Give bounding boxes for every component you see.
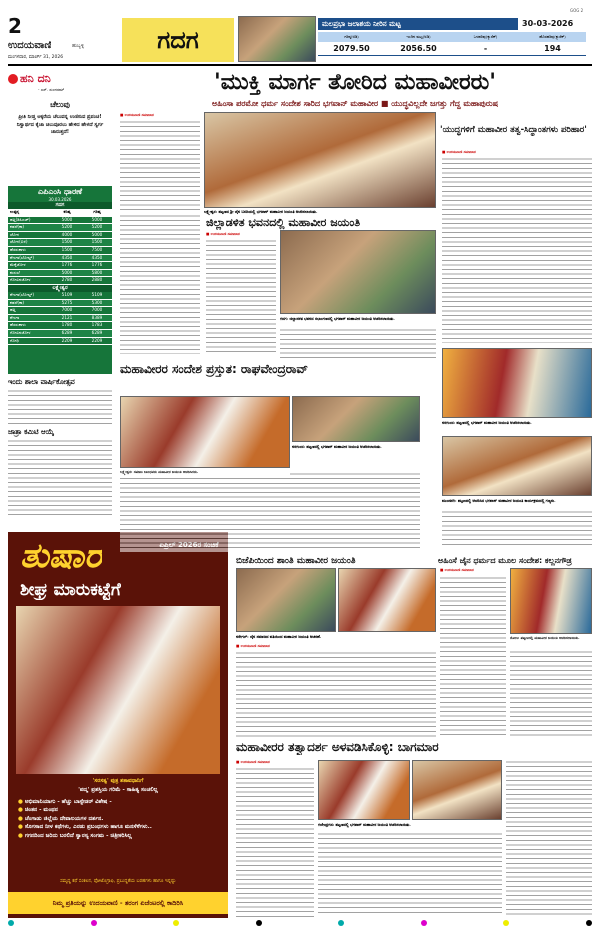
reg-mark-icon	[586, 920, 592, 926]
market-row	[8, 277, 112, 285]
brief-2-headline: ಜಾತ್ರಾ ಕಮಿಟಿ ಆಯ್ಕೆ	[8, 428, 55, 436]
registration-marks	[8, 920, 592, 926]
bullet-icon: ●	[18, 807, 25, 814]
right-headline: 'ಯುದ್ಧಗಳಿಗೆ ಮಹಾವೀರ ತತ್ವ-ಸಿದ್ಧಾಂತಗಳು ಪರಿಹಾರ'	[440, 125, 587, 135]
story-6-photo-caption: ಗಜೇಂದ್ರಗಡ: ಪಟ್ಟಣದಲ್ಲಿ ಭಗವಾನ್ ಮಹಾವೀರ ಜಯಂತಿ ಆಚರಿಸಲಾಯಿತು.	[318, 822, 411, 827]
market-item: ಗೋವಿನಜೋಳ	[10, 329, 31, 335]
market-row	[8, 330, 112, 338]
story-6-headline: ಮಹಾವೀರರ ತತ್ವಾದರ್ಶ ಅಳವಡಿಸಿಕೊಳ್ಳಿ: ಬಾಗಮಾರ	[236, 740, 439, 754]
market-min: 1500	[61, 246, 73, 252]
ad-bullet	[18, 806, 220, 814]
market-col-item: ಉತ್ಪನ್ನ	[10, 209, 20, 214]
story-5-headline: ಅಹಿಂಸೆ ಜೈನ ಧರ್ಮದ ಮೂಲ ಸಂದೇಶ: ಕಲ್ಲನಗೌಡ್ರ	[438, 556, 572, 565]
right-mid-body	[442, 510, 592, 546]
market-max: 5109	[91, 291, 103, 297]
date-line: ಮಂಗಳವಾರ, ಮಾರ್ಚ್ 31, 2026	[8, 55, 64, 60]
market-table	[8, 186, 112, 374]
market-header-row	[8, 209, 112, 217]
main-subhead: ಅಹಿಂಸಾ ಪರಮೋ ಧರ್ಮ ಸಂದೇಶ ಸಾರಿದ ಭಗವಾನ್ ಮಹಾವೀರ ■ ಯುದ್ಧವಿಲ್ಲದೇ ಜಗತ್ತು ಗೆದ್ದ ಮಹಾಪುರುಷ	[211, 99, 499, 108]
reservoir-val-4: 194	[544, 44, 561, 53]
reservoir-val-2: 2056.50	[400, 44, 437, 53]
reg-mark-icon	[256, 920, 262, 926]
reservoir-table	[318, 32, 586, 60]
story-4-headline: ಬಿಜೆಪಿಯಿಂದ ಶಾಂತಿ ಮಹಾವೀರ ಜಯಂತಿ	[236, 556, 356, 566]
bullet-icon: ●	[18, 824, 25, 831]
market-min: 5000	[61, 269, 73, 275]
market-min: 6289	[61, 329, 73, 335]
city-name: ಗದಗ	[157, 26, 199, 54]
market-row	[8, 300, 112, 308]
market-min: 2209	[61, 337, 73, 343]
lead-photo	[204, 112, 436, 208]
hanidani-poem: ಪ್ರೀತಿ ನೀಡ್ತ ಅಕ್ಕರೆಯ ಚೆಲುವನ್ನ ಉಣಿಸುವ ಪ್ರಪಂಚ! ನಿಸ್ವಾರ್ಥದ ಕೈಜಾ ಚಿಲುವೂರಲು ಹೇಳಿದ ಹೇಳದೆ ಸ್ವರ್ಗ ಜಾರುತ್ತದೆ!	[16, 114, 104, 135]
ad-highlight-1: 'ಸರಸತ್ವ' ಪುತ್ರ ಶತಾವಧಾನಿಗೆ	[92, 778, 144, 784]
reg-mark-icon	[421, 920, 427, 926]
story-5-body-2	[510, 650, 592, 736]
edition-tag: ಹುಬ್ಬಳ್ಳಿ	[72, 43, 85, 49]
market-item: ಕಡಲೆ(ಕಾ)	[10, 299, 25, 305]
story-4-photo	[236, 568, 336, 632]
story-2-photo-caption: ಗದಗ: ಜಿಲ್ಲಾಡಳಿತ ಭವನದ ಸಭಾಂಗಣದಲ್ಲಿ ಭಗವಾನ್ ಮಹಾವೀರ ಜಯಂತಿ ಆಚರಿಸಲಾಯಿತು.	[280, 316, 395, 321]
ad-footer-2: ನಿಮ್ಮ ಪ್ರತಿಯನ್ನು ಉದಯವಾಣಿ - ತರಂಗ ಏಜೆಂಟರಲ್ಲಿ ಕಾದಿರಿಸಿ	[8, 892, 228, 914]
brief-1-headline: ಇಂದು ಶಾಲಾ ವಾರ್ಷಿಕೋತ್ಸವ	[8, 378, 75, 386]
market-max: 2209	[91, 337, 103, 343]
market-item: ಕಡಲೆ(ಕಾ)	[10, 224, 25, 230]
market-section-gadag: ಗದಗ	[8, 202, 112, 209]
sidebar-brief-2	[8, 428, 112, 520]
market-row	[8, 315, 112, 323]
market-max: 6289	[91, 329, 103, 335]
hanidani-title: ಹನಿ ದನಿ	[20, 72, 51, 85]
market-max: 1783	[91, 322, 103, 328]
story-3-photo-2	[292, 396, 420, 442]
market-max: 5300	[91, 299, 103, 305]
byline-2: ■ ಉದಯವಾಣಿ ಸಮಾಚಾರ	[206, 232, 240, 236]
reg-mark-icon	[173, 920, 179, 926]
city-box	[122, 18, 234, 62]
reservoir-col-2: ಇಂದಿನ ಮಟ್ಟ(ಅಡಿ)	[406, 34, 431, 39]
brief-2-body	[8, 439, 112, 519]
brief-1-body	[8, 389, 112, 425]
market-max: 4350	[91, 254, 103, 260]
right-photo-2	[442, 436, 592, 496]
bullet-icon: ●	[18, 815, 25, 822]
market-row	[8, 224, 112, 232]
market-item: ಶೇಂಗಾ(ಬೋಲ್ಡ್)	[10, 254, 34, 260]
sidebar-brief-1	[8, 378, 112, 426]
ad-highlight-2: 'ಪದ್ಮ' ಪ್ರಶಸ್ತಿಯ ಗರಿಮೆ - ಸಾಹಿತ್ಯ ಸಂಚಲಿಲ್ಲ	[78, 787, 158, 793]
bullet-icon: ●	[18, 832, 25, 839]
right-story-body	[442, 157, 592, 343]
market-max: 1500	[91, 239, 103, 245]
ad-bullet	[18, 798, 220, 806]
market-min: 2121	[61, 314, 73, 320]
reservoir-val-3: -	[483, 44, 488, 53]
ad-brand: ತುಷಾರ	[20, 536, 102, 576]
story-6-body	[236, 767, 314, 917]
hanidani-heading: ಚೆಲುವು	[50, 100, 70, 109]
right-photo-2-caption: ಮುಂಡರಗಿ: ಪಟ್ಟಣದಲ್ಲಿ ಆಚರಿಸಿದ ಭಗವಾನ್ ಮಹಾವೀರ ಜಯಂತಿ ಕಾರ್ಯಕ್ರಮದಲ್ಲಿ ಗಣ್ಯರು.	[442, 498, 556, 503]
market-max: 1776	[91, 262, 103, 268]
byline-4: ■ ಉದಯವಾಣಿ ಸಮಾಚಾರ	[236, 644, 270, 648]
ad-bullet-text: ಅಭಿಮಾನಿಯಾಗು - ಹೆಚ್ಚು ಬಾಸ್ಟೇಡರ್ ವಿಶೇಷ -	[24, 799, 112, 805]
story-6-body-3	[506, 760, 592, 916]
market-date: 30.03.2026	[48, 197, 72, 202]
hanidani-box	[8, 70, 112, 186]
ad-footer-1: ಸಮೃದ್ಧ ಕಥೆ ಸಂಕಲನ, ಫೋಟೊಗ್ರಾಫಿ, ಪ್ರಬುದ್ಧತೆಯ ಬರಹಗಳು ಹಾಗೂ ಇನ್ನಷ್ಟು	[60, 879, 176, 884]
market-item: ಜೋಳ(ಬಿಳಿ)	[10, 239, 28, 245]
market-row	[8, 338, 112, 346]
market-row	[8, 239, 112, 247]
reg-mark-icon	[503, 920, 509, 926]
market-item: ಹತ್ತಿ(ಡಿಸಿಎಚ್)	[10, 216, 31, 222]
market-min: 5000	[61, 216, 73, 222]
story-2-body-left	[120, 214, 200, 354]
market-item: ಹತ್ತಿ	[10, 307, 16, 313]
market-row	[8, 262, 112, 270]
market-min: 4000	[61, 231, 73, 237]
market-item: ಮೆಕ್ಕೆಜೋಳ	[10, 262, 26, 268]
reservoir-title: ಮಲಪ್ರಭಾ ಜಲಾಶಯ ನೀರಿನ ಮಟ್ಟ	[318, 18, 518, 30]
bullet-icon: ●	[18, 799, 25, 805]
story-3-headline: ಮಹಾವೀರರ ಸಂದೇಶ ಪ್ರಸ್ತುತ: ರಾಘವೇಂದ್ರರಾವ್	[120, 362, 308, 376]
story-3-photo	[120, 396, 290, 468]
story-2-photo	[280, 230, 436, 314]
market-min: 5275	[61, 299, 73, 305]
market-min: 4350	[61, 254, 73, 260]
market-item: ಗೋವಿನಜೋಳ	[10, 277, 31, 283]
market-row	[8, 217, 112, 225]
market-max: 7000	[91, 307, 103, 313]
market-max: 5000	[91, 231, 103, 237]
ad-bullet	[18, 823, 220, 831]
market-min: 1780	[61, 322, 73, 328]
story-5-photo	[510, 568, 592, 634]
masthead	[0, 0, 600, 66]
market-item: ಶೇಂಗಾ	[10, 314, 20, 320]
story-2-body	[206, 239, 276, 355]
ad-bullet-text: ಗಗನದಿಂದ ಜರಿದು ಬರಲಿದೆ ಸ್ವಾರಸ್ಯ ಸಂಗಮ - ಚಿತ್ರೀಕರಿಸಿಲ್ಲ	[24, 832, 132, 839]
market-item: ಗೋಧಿ	[10, 337, 20, 343]
byline-1: ■ ಉದಯವಾಣಿ ಸಮಾಚಾರ	[120, 113, 154, 117]
story-3-caption: ಲಕ್ಷ್ಮೇಶ್ವರ: ಸಮಾಜ ಬಾಂಧವರು ಮಹಾವೀರ ಜಯಂತಿ ಆಚರಿಸಿದರು.	[120, 470, 290, 475]
main-headline: 'ಮುಕ್ತಿ ಮಾರ್ಗ ತೋರಿದ ಮಹಾವೀರರು'	[214, 70, 496, 95]
byline-right: ■ ಉದಯವಾಣಿ ಸಮಾಚಾರ	[442, 150, 476, 154]
market-max: 5000	[91, 216, 103, 222]
market-row	[8, 255, 112, 263]
market-section-lakshmeshwar: ಲಕ್ಷ್ಮೇಶ್ವರ	[8, 285, 112, 292]
story-6-photo-2	[412, 760, 502, 820]
market-rows-lakshmeshwar	[8, 292, 112, 345]
market-min: 7000	[61, 307, 73, 313]
story-2-body-2	[280, 328, 436, 362]
market-row	[8, 270, 112, 278]
right-photo-1-caption: ನರಗುಂದ: ಪಟ್ಟಣದಲ್ಲಿ ಭಗವಾನ್ ಮಹಾವೀರ ಜಯಂತಿ ಆಚರಿಸಲಾಯಿತು.	[442, 420, 532, 425]
market-title: ಎಪಿಎಂಸಿ ಧಾರಣೆ	[37, 187, 83, 196]
reservoir-val-1: 2079.50	[333, 44, 370, 53]
ad-bullet-text: ಚಿಂತನ - ಮಂಥನ	[24, 807, 58, 814]
market-item: ಹೆಸರುಕಾಳು	[10, 322, 26, 328]
market-item: ಶೇಂಗಾ(ಬೋಲ್ಡ್)	[10, 291, 34, 297]
story-4-photo-2	[338, 568, 436, 632]
market-max: 2880	[91, 277, 103, 283]
reservoir-date: 30-03-2026	[522, 19, 574, 28]
right-photo-1	[442, 348, 592, 418]
reg-mark-icon	[91, 920, 97, 926]
market-row	[8, 307, 112, 315]
market-item: ಹೆಸರುಕಾಳು	[10, 246, 26, 252]
market-min: 5200	[61, 224, 73, 230]
market-max: 5200	[91, 224, 103, 230]
market-min: 1500	[61, 239, 73, 245]
market-row	[8, 232, 112, 240]
tushara-ad	[8, 532, 228, 918]
reservoir-photo	[238, 16, 316, 62]
market-min: 1776	[61, 262, 73, 268]
ad-tagline: ಶೀಘ್ರ ಮಾರುಕಟ್ಟೆಗೆ	[20, 580, 121, 600]
story-6-body-2	[318, 832, 502, 916]
story-4-photo-caption: ನರೇಗಲ್: ಜೈನ ಸಮಾಜದ ವತಿಯಿಂದ ಮಹಾವೀರ ಜಯಂತಿ ಆಚರಣೆ.	[236, 634, 322, 639]
ad-bullet	[18, 815, 220, 823]
market-row	[8, 322, 112, 330]
market-col-min: ಕನಿಷ್ಠ	[63, 209, 71, 214]
story-1-body	[120, 120, 200, 210]
story-6-photo	[318, 760, 410, 820]
story-3-body	[120, 472, 420, 552]
market-min: 2780	[61, 277, 73, 283]
reg-mark-icon	[8, 920, 14, 926]
story-4-body	[236, 651, 436, 739]
hanidani-dot-icon	[8, 74, 18, 84]
market-row	[8, 247, 112, 255]
market-item: ಜೋಳ	[10, 231, 20, 237]
story-3-photo-caption: ನರಗುಂದ: ಪಟ್ಟಣದಲ್ಲಿ ಭಗವಾನ್ ಮಹಾವೀರ ಜಯಂತಿ ಆಚರಿಸಲಾಯಿತು.	[292, 444, 382, 449]
gog-tag: GOG 2	[570, 8, 584, 13]
market-rows-gadag	[8, 217, 112, 285]
page-number: 2	[8, 14, 22, 38]
byline-5: ■ ಉದಯವಾಣಿ ಸಮಾಚಾರ	[440, 568, 474, 572]
ad-bullet-list	[18, 798, 220, 840]
market-min: 5109	[61, 291, 73, 297]
paper-name: ಉದಯವಾಣಿ	[8, 40, 52, 51]
story-5-body	[440, 576, 506, 736]
hanidani-author: - ಎಸ್. ಸುಂದರಮ್	[38, 87, 65, 92]
reservoir-col-3: ಒಳಹರಿವು(ಕ್ಯುಸೆಕ್)	[473, 34, 498, 39]
reg-mark-icon	[338, 920, 344, 926]
market-max: 7500	[91, 246, 103, 252]
ad-bullet	[18, 832, 220, 840]
lead-photo-caption: ಲಕ್ಷ್ಮೇಶ್ವರ: ಪಟ್ಟಣದ ಶ್ರೀ ಜೈನ ಬಸದಿಯಲ್ಲಿ ಭಗವಾನ್ ಮಹಾವೀರ ಜಯಂತಿ ಆಚರಿಸಲಾಯಿತು.	[204, 209, 318, 214]
ad-cover-image	[16, 606, 220, 774]
market-max: 8389	[91, 314, 103, 320]
story-5-photo-caption: ರೋಣ: ಪಟ್ಟಣದಲ್ಲಿ ಮಹಾವೀರ ಜಯಂತಿ ಆಚರಿಸಲಾಯಿತು.	[510, 636, 580, 640]
market-item: ಕುಸುಬೆ	[10, 269, 20, 275]
market-max: 5800	[91, 269, 103, 275]
market-row	[8, 292, 112, 300]
byline-6: ■ ಉದಯವಾಣಿ ಸಮಾಚಾರ	[236, 760, 270, 764]
market-col-max: ಗರಿಷ್ಠ	[93, 209, 101, 214]
reservoir-col-4: ಹೊರಹರಿವು(ಕ್ಯುಸೆಕ್)	[539, 34, 566, 39]
masthead-rule	[8, 64, 592, 66]
reservoir-col-1: ಗರಿಷ್ಠ(ಅಡಿ)	[344, 34, 359, 39]
ad-bullet-text: ಸೊಗಸಾದ ನೀಳ ಕಥೆಗಳು, ಎರಡು ಪ್ರಬಂಧಗಳು ಹಾಗೂ ಮನಸೆಳೆಗಳು..	[24, 824, 152, 831]
ad-bullet-text: ಚೆಂಗಾಡು ಜಿಲ್ಲೆಯ ದೇವಾಲಯಗಳ ದರ್ಶನ.	[24, 815, 104, 822]
story-2-headline: ಜಿಲ್ಲಾಡಳಿತ ಭವನದಲ್ಲಿ ಮಹಾವೀರ ಜಯಂತಿ	[206, 216, 361, 229]
